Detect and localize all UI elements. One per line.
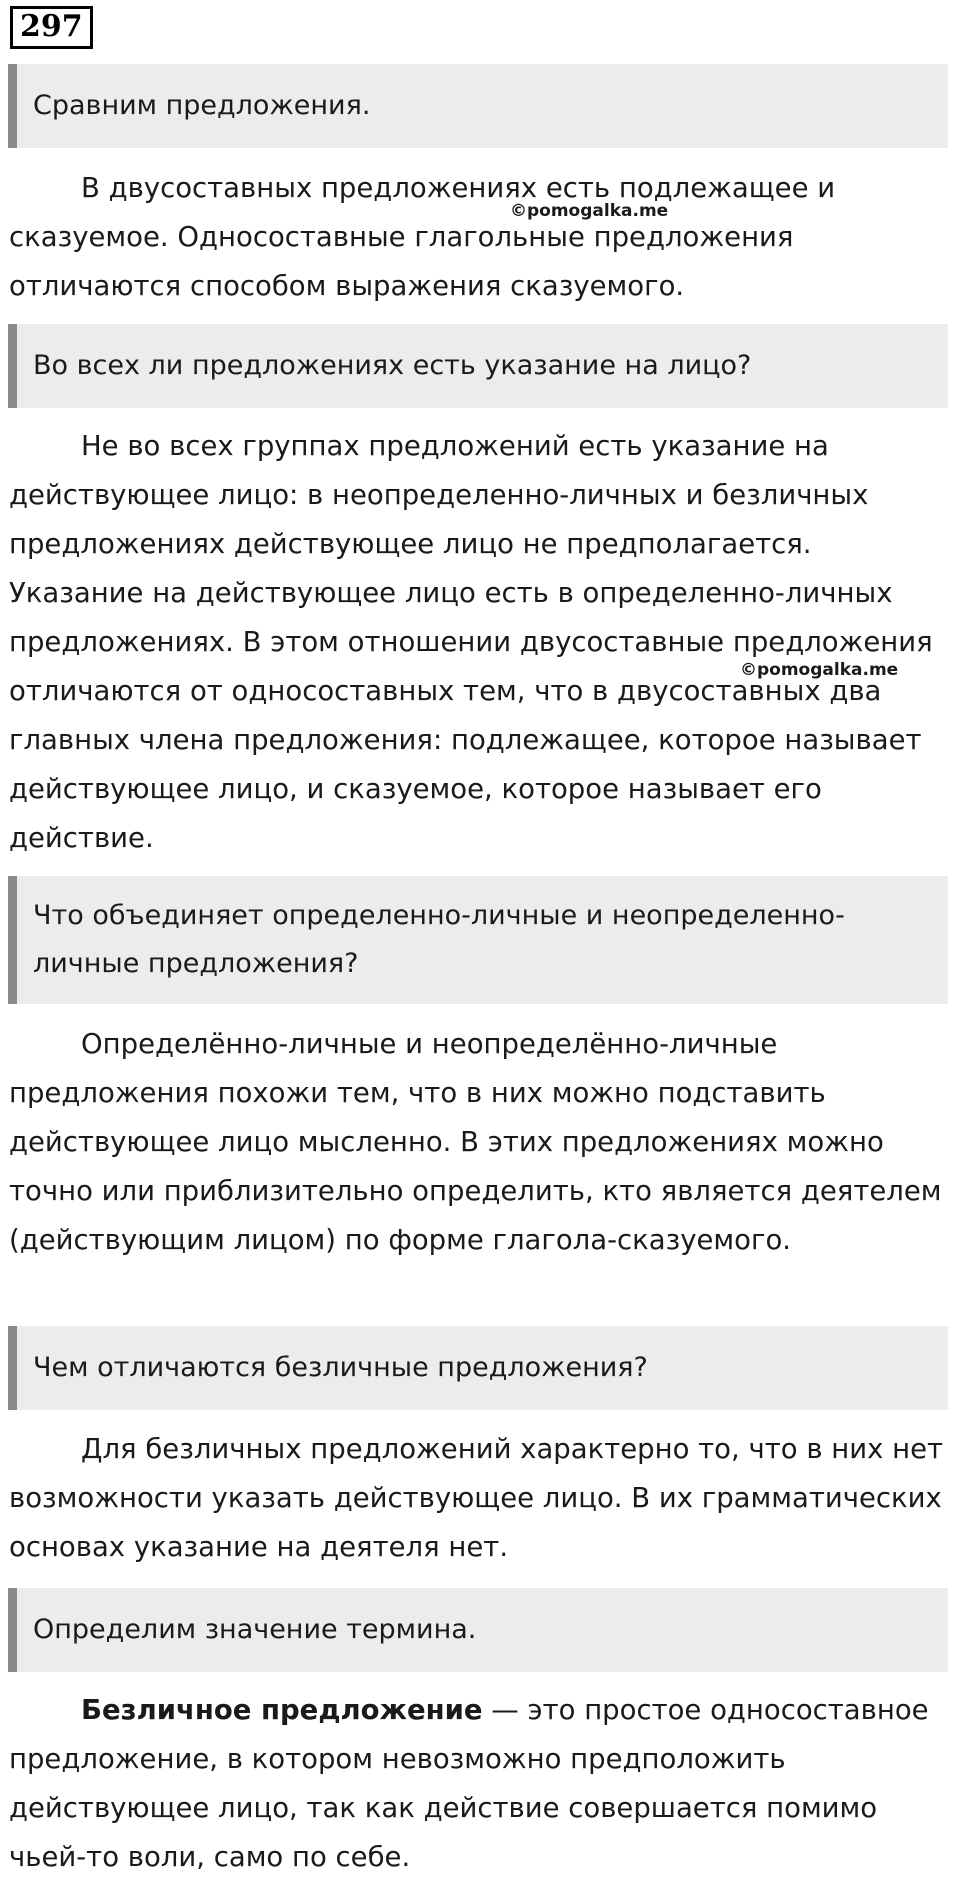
question-block-5 [8, 1588, 948, 1672]
question-text-5: Определим значение термина. [33, 1614, 477, 1645]
answer-paragraph-3 [9, 1020, 954, 1265]
answer-paragraph-4 [9, 1425, 954, 1572]
question-block-2 [8, 324, 948, 408]
term-definition: Безличное предложение [81, 1694, 483, 1726]
answer-text-1: В двусоставных предложениях есть подлежащее и сказуемое. Односоставные глагольные предложения отличаются способом выражения сказуемого. [9, 172, 836, 302]
question-block-1 [8, 64, 948, 148]
question-text-1: Сравним предложения. [33, 90, 371, 121]
answer-text-4: Для безличных предложений характерно то, что в них нет возможности указать действующее лицо. В их грамматических основах указание на деятеля нет. [9, 1433, 944, 1563]
answer-text-5: — это простое односоставное предложение, в котором невозможно предположить действующее лицо, так как действие совершается помимо чьей-то воли, само по себе. [9, 1694, 929, 1873]
answer-text-2: Не во всех группах предложений есть указание на действующее лицо: в неопределенно-личных и безличных предложениях действующее лицо не предполагается. Указание на действующее лицо есть в определенно-личных предложениях. В этом отношении двусоставные предложения отличаются от односоставных тем, что в двусоставных два главных члена предложения: подлежащее, которое называет действующее лицо, и сказуемое, которое называет его действие. [9, 430, 933, 854]
question-text-2: Во всех ли предложениях есть указание на лицо? [33, 350, 752, 381]
answer-paragraph-5 [9, 1686, 954, 1882]
question-text-3: Что объединяет определенно-личные и неопределенно-личные предложения? [33, 900, 845, 979]
answer-paragraph-1 [9, 164, 954, 311]
answer-paragraph-2 [9, 422, 954, 863]
task-number: 297 [10, 6, 93, 49]
watermark-2: ©pomogalka.me [740, 660, 899, 680]
watermark-1: ©pomogalka.me [510, 201, 669, 221]
question-block-4 [8, 1326, 948, 1410]
answer-text-3: Определённо-личные и неопределённо-личные предложения похожи тем, что в них можно подставить действующее лицо мысленно. В этих предложениях можно точно или приблизительно определить, кто является деятелем (действующим лицом) по форме глагола-сказуемого. [9, 1028, 942, 1256]
question-text-4: Чем отличаются безличные предложения? [33, 1352, 648, 1383]
question-block-3 [8, 876, 948, 1004]
